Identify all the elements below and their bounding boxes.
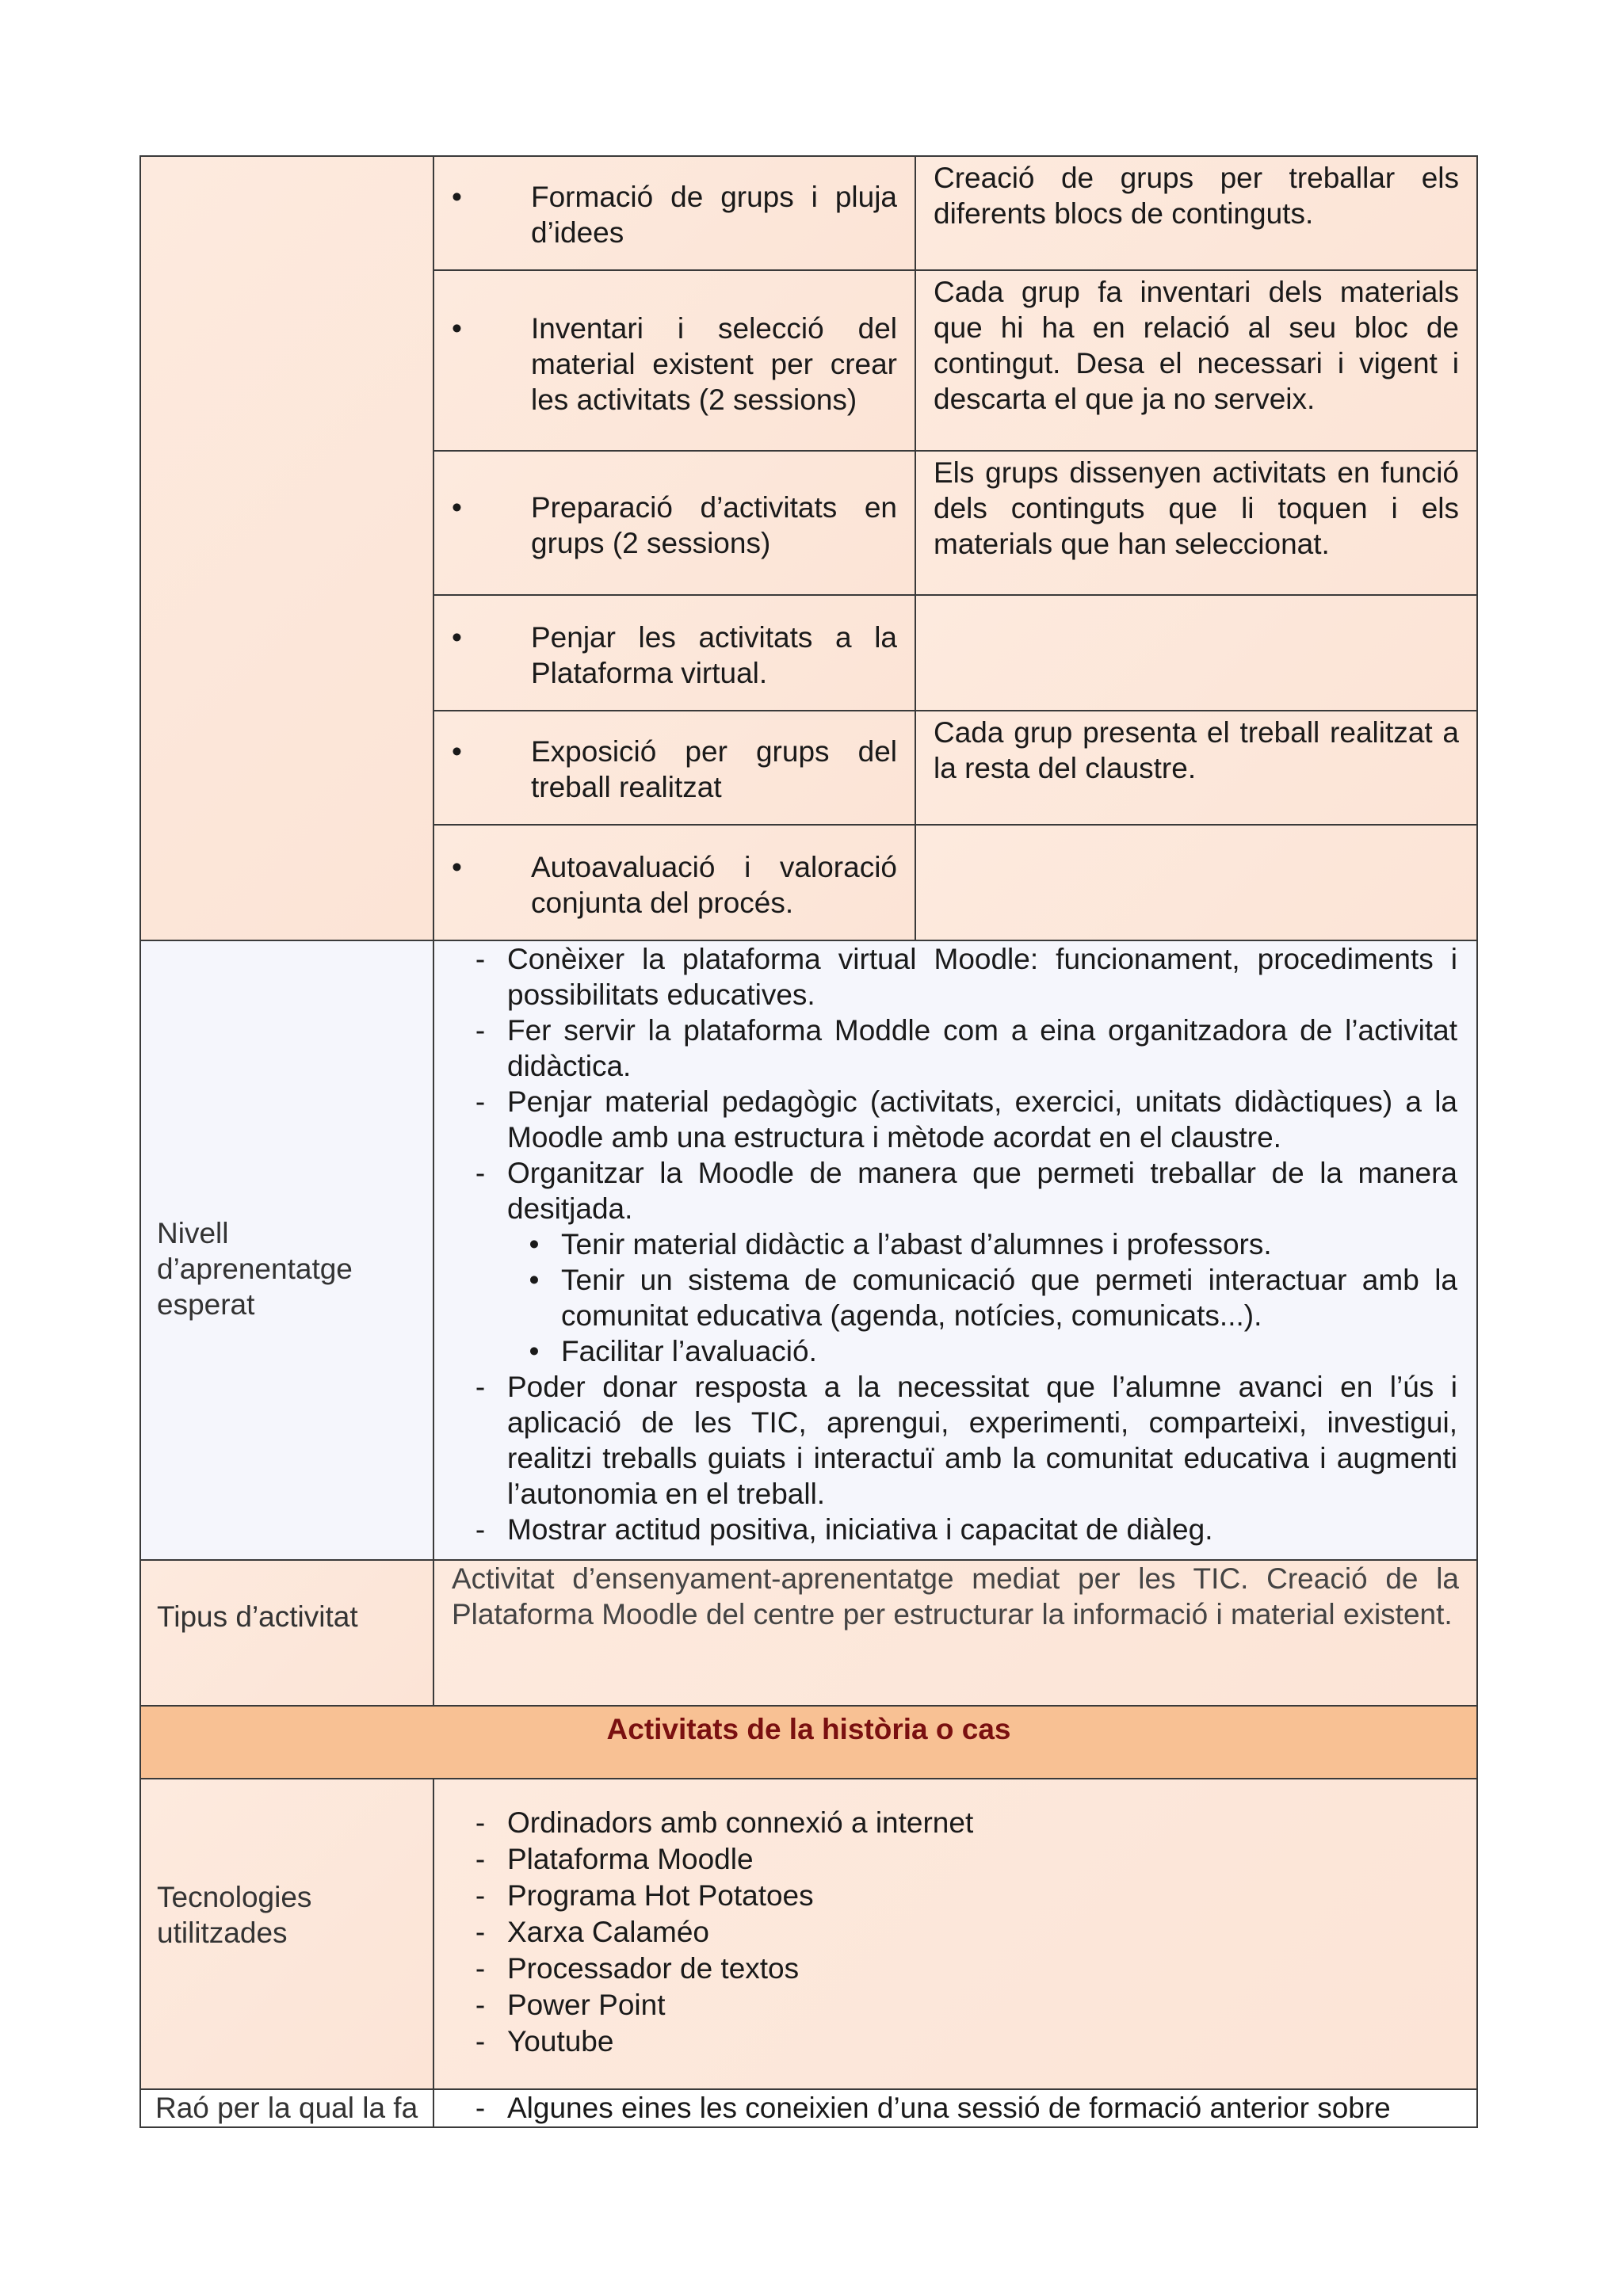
list-item: - Youtube bbox=[475, 2025, 614, 2058]
tec-list bbox=[453, 1805, 1457, 2060]
nivell-label: Nivell d’aprenentatge esperat bbox=[157, 1217, 353, 1321]
step-4-text: • Penjar les activitats a la Plataforma virtual. bbox=[433, 594, 916, 711]
tipus-text: Activitat d’ensenyament-aprenentatge mediat per les TIC. Creació de la Plataforma Moodle del centre per estructurar la informació i material existent. bbox=[452, 1562, 1459, 1630]
list-item: - Conèixer la plataforma virtual Moodle: funcionament, procediments i possibilitats educatives. bbox=[475, 943, 1457, 1011]
section-header bbox=[139, 1705, 1478, 1779]
bullet: • bbox=[452, 181, 462, 213]
list-item: - Mostrar actitud positiva, iniciativa i capacitat de diàleg. bbox=[475, 1513, 1213, 1546]
bullet: • bbox=[452, 735, 462, 768]
tec-label: Tecnologies utilitzades bbox=[157, 1881, 312, 1949]
tipus-label: Tipus d’activitat bbox=[157, 1600, 358, 1633]
rao-text-cell: - Algunes eines les coneixien d’una sessió de formació anterior sobre bbox=[433, 2088, 1478, 2128]
step-6-text: • Autoavaluació i valoració conjunta del procés. bbox=[433, 824, 916, 941]
nivell-list bbox=[453, 941, 1457, 1226]
bullet: • bbox=[452, 621, 462, 654]
bullet: • bbox=[452, 851, 462, 883]
list-item: • Facilitar l’avaluació. bbox=[529, 1335, 817, 1367]
step-2-text: • Inventari i selecció del material existent per crear les activitats (2 sessions) bbox=[433, 269, 916, 452]
step-1-text: • Formació de grups i pluja d’idees bbox=[433, 155, 916, 271]
list-item: - Processador de textos bbox=[475, 1952, 800, 1985]
list-item: - Poder donar resposta a la necessitat que l’alumne avanci en l’ús i aplicació de les TIC, aprengui, experimenti, comparteixi, investigui, realitzi treballs guiats i interactuï amb la comunitat educativa i augmenti l’autonomia en el treball. bbox=[475, 1371, 1457, 1510]
tipus-label-cell bbox=[139, 1559, 434, 1707]
tec-list-cell bbox=[433, 1778, 1478, 2090]
bullet: • bbox=[452, 312, 462, 345]
tec-label-cell bbox=[139, 1778, 434, 2090]
nivell-list-after bbox=[453, 1369, 1457, 1547]
step-3-desc: Els grups dissenyen activitats en funció dels continguts que li toquen i els materials que han seleccionat. bbox=[915, 450, 1478, 596]
list-item: - Power Point bbox=[475, 1989, 666, 2021]
step-4-desc bbox=[915, 594, 1478, 711]
list-item: - Programa Hot Potatoes bbox=[475, 1879, 814, 1912]
step-5-desc: Cada grup presenta el treball realitzat a la resta del claustre. bbox=[915, 710, 1478, 826]
list-item: - Organitzar la Moodle de manera que permeti treballar de la manera desitjada. bbox=[475, 1157, 1457, 1225]
list-item: - Ordinadors amb connexió a internet bbox=[475, 1806, 974, 1839]
nivell-sublist bbox=[453, 1226, 1457, 1369]
step-6-desc bbox=[915, 824, 1478, 941]
step-3-text: • Preparació d’activitats en grups (2 sessions) bbox=[433, 450, 916, 596]
list-item: - Plataforma Moodle bbox=[475, 1843, 754, 1875]
list-item: - Xarxa Calaméo bbox=[475, 1916, 710, 1948]
rao-text: Algunes eines les coneixien d’una sessió de formació anterior sobre bbox=[507, 2092, 1391, 2124]
step-2-desc: Cada grup fa inventari dels materials que hi ha en relació al seu bloc de contingut. Desa el necessari i vigent i descarta el que ja no serveix. bbox=[915, 269, 1478, 452]
list-item: - Penjar material pedagògic (activitats, exercici, unitats didàctiques) a la Moodle amb una estructura i mètode acordat en el claustre. bbox=[475, 1085, 1457, 1154]
step-5-text: • Exposició per grups del treball realitzat bbox=[433, 710, 916, 826]
nivell-label-cell bbox=[139, 940, 434, 1561]
rao-label: Raó per la qual la fa bbox=[155, 2092, 418, 2124]
rao-label-cell bbox=[139, 2088, 434, 2128]
list-item: • Tenir un sistema de comunicació que permeti interactuar amb la comunitat educativa (agenda, notícies, comunicats...). bbox=[529, 1264, 1457, 1332]
nivell-content-cell bbox=[433, 940, 1478, 1561]
bullet: • bbox=[452, 491, 462, 524]
tipus-text-cell bbox=[433, 1559, 1478, 1707]
section-title: Activitats de la història o cas bbox=[606, 1713, 1011, 1745]
step-1-desc: Creació de grups per treballar els diferents blocs de continguts. bbox=[915, 155, 1478, 271]
steps-left-cell bbox=[139, 155, 434, 941]
list-item: - Fer servir la plataforma Moddle com a eina organitzadora de l’activitat didàctica. bbox=[475, 1014, 1457, 1082]
list-item: • Tenir material didàctic a l’abast d’alumnes i professors. bbox=[529, 1228, 1272, 1261]
